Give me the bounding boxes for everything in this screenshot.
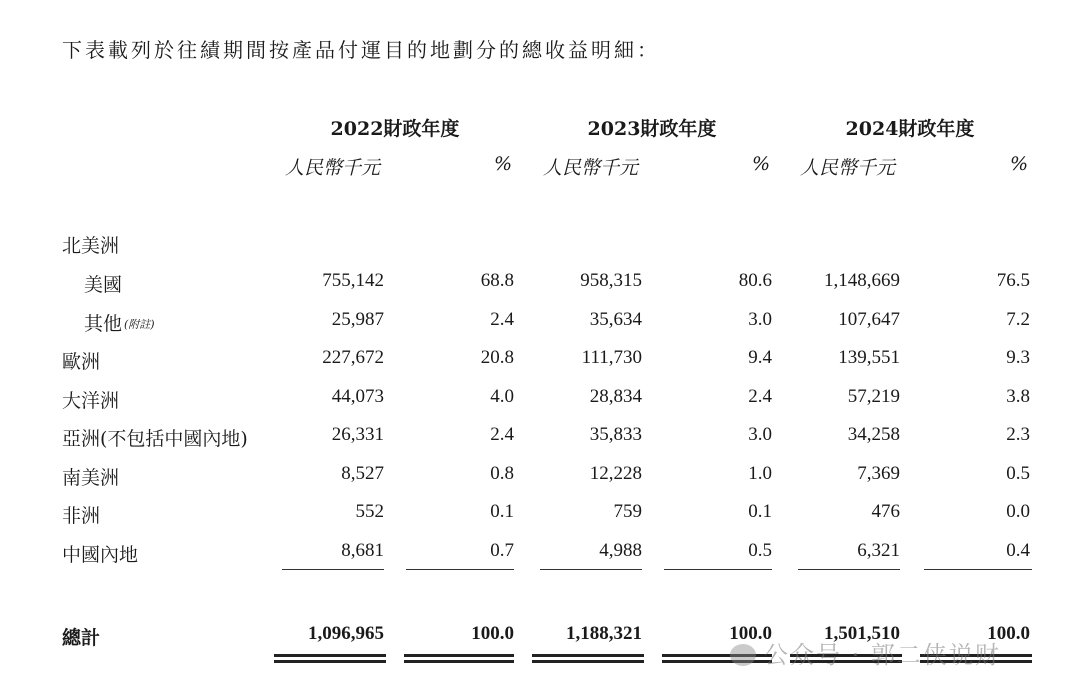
cell-pct-2024: 7.2	[1006, 309, 1030, 330]
cell-pct-2022: 2.4	[490, 424, 514, 445]
total-amount-2023: 1,188,321	[566, 623, 642, 644]
subtotal-rule	[406, 569, 514, 570]
year-header-2024: 2024財政年度	[845, 118, 975, 140]
total-amount-2022: 1,096,965	[308, 623, 384, 644]
row-label	[84, 309, 155, 336]
cell-pct-2024: 2.3	[1006, 424, 1030, 445]
cell-amount-2022: 26,331	[331, 424, 384, 445]
row-label	[62, 501, 100, 528]
cell-amount-2022: 25,987	[331, 309, 384, 330]
cell-pct-2023: 3.0	[748, 309, 772, 330]
cell-amount-2023: 28,834	[589, 386, 642, 407]
cell-amount-2022: 8,681	[341, 540, 384, 561]
row-label	[84, 270, 122, 297]
subtotal-rule	[664, 569, 772, 570]
row-label-text: 中國內地	[62, 544, 139, 566]
row-label	[62, 386, 119, 413]
cell-amount-2024: 7,369	[857, 463, 900, 484]
row-label	[62, 347, 100, 374]
cell-amount-2024: 6,321	[857, 540, 900, 561]
cell-pct-2024: 0.0	[1006, 501, 1030, 522]
pct-header-2022: %	[493, 153, 512, 175]
cell-amount-2024: 34,258	[847, 424, 900, 445]
cell-amount-2022: 755,142	[322, 270, 384, 291]
cell-amount-2023: 35,634	[589, 309, 642, 330]
cell-pct-2024: 9.3	[1006, 347, 1030, 368]
total-pct-2023: 100.0	[729, 623, 772, 644]
total-pct-2022: 100.0	[471, 623, 514, 644]
cell-amount-2024: 107,647	[838, 309, 900, 330]
year-header-2023: 2023財政年度	[587, 118, 717, 140]
cell-pct-2024: 0.5	[1006, 463, 1030, 484]
cell-pct-2022: 4.0	[490, 386, 514, 407]
row-label-text: 歐洲	[62, 351, 101, 373]
row-label-text: 其他	[84, 313, 123, 335]
intro-text: 下表載列於往績期間按產品付運目的地劃分的總收益明細：	[62, 38, 660, 62]
unit-header-2024: 人民幣千元	[800, 157, 896, 179]
pct-header-2024: %	[1009, 153, 1028, 175]
cell-pct-2022: 0.8	[490, 463, 514, 484]
total-pct-2024: 100.0	[987, 623, 1030, 644]
cell-pct-2023: 3.0	[748, 424, 772, 445]
cell-amount-2024: 476	[871, 501, 900, 522]
note-marker: (附註)	[124, 318, 155, 331]
cell-pct-2022: 0.7	[490, 540, 514, 561]
row-label	[62, 424, 248, 451]
cell-amount-2023: 35,833	[589, 424, 642, 445]
cell-amount-2024: 57,219	[847, 386, 900, 407]
year-header-2022: 2022財政年度	[330, 118, 460, 140]
cell-pct-2022: 68.8	[480, 270, 514, 291]
cell-pct-2024: 0.4	[1006, 540, 1030, 561]
cell-amount-2023: 958,315	[580, 270, 642, 291]
cell-amount-2024: 1,148,669	[824, 270, 900, 291]
row-label	[62, 463, 119, 490]
row-label-text: 亞洲(不包括中國內地)	[62, 428, 248, 450]
total-double-rule	[404, 654, 514, 663]
cell-amount-2023: 759	[613, 501, 642, 522]
cell-amount-2022: 8,527	[341, 463, 384, 484]
unit-header-2023: 人民幣千元	[543, 157, 639, 179]
unit-header-2022: 人民幣千元	[285, 157, 381, 179]
cell-amount-2022: 44,073	[331, 386, 384, 407]
subtotal-rule	[798, 569, 900, 570]
cell-pct-2024: 3.8	[1006, 386, 1030, 407]
cell-amount-2023: 12,228	[589, 463, 642, 484]
cell-amount-2022: 227,672	[322, 347, 384, 368]
cell-amount-2024: 139,551	[838, 347, 900, 368]
cell-amount-2022: 552	[355, 501, 384, 522]
total-amount-2024: 1,501,510	[824, 623, 900, 644]
cell-amount-2023: 111,730	[581, 347, 642, 368]
cell-pct-2023: 9.4	[748, 347, 772, 368]
cell-pct-2023: 0.5	[748, 540, 772, 561]
subtotal-rule	[924, 569, 1032, 570]
cell-pct-2023: 80.6	[738, 270, 772, 291]
row-label	[62, 540, 138, 567]
row-label-text: 大洋洲	[62, 390, 120, 412]
total-double-rule	[532, 654, 644, 663]
total-double-rule	[274, 654, 386, 663]
cell-pct-2022: 20.8	[480, 347, 514, 368]
subtotal-rule	[540, 569, 642, 570]
cell-pct-2024: 76.5	[996, 270, 1030, 291]
cell-pct-2023: 1.0	[748, 463, 772, 484]
cell-pct-2022: 2.4	[490, 309, 514, 330]
cell-amount-2023: 4,988	[599, 540, 642, 561]
cell-pct-2023: 2.4	[748, 386, 772, 407]
watermark	[730, 635, 1001, 670]
watermark-text: 公众号 · 郭二侠说财	[764, 641, 1001, 669]
row-label-text: 南美洲	[62, 467, 120, 489]
cell-pct-2023: 0.1	[748, 501, 772, 522]
wechat-icon	[730, 644, 756, 666]
pct-header-2023: %	[751, 153, 770, 175]
row-label-text: 美國	[84, 274, 123, 296]
subtotal-rule	[282, 569, 384, 570]
total-label: 總計	[62, 627, 101, 649]
region-north-america: 北美洲	[62, 235, 120, 257]
cell-pct-2022: 0.1	[490, 501, 514, 522]
row-label-text: 非洲	[62, 505, 101, 527]
